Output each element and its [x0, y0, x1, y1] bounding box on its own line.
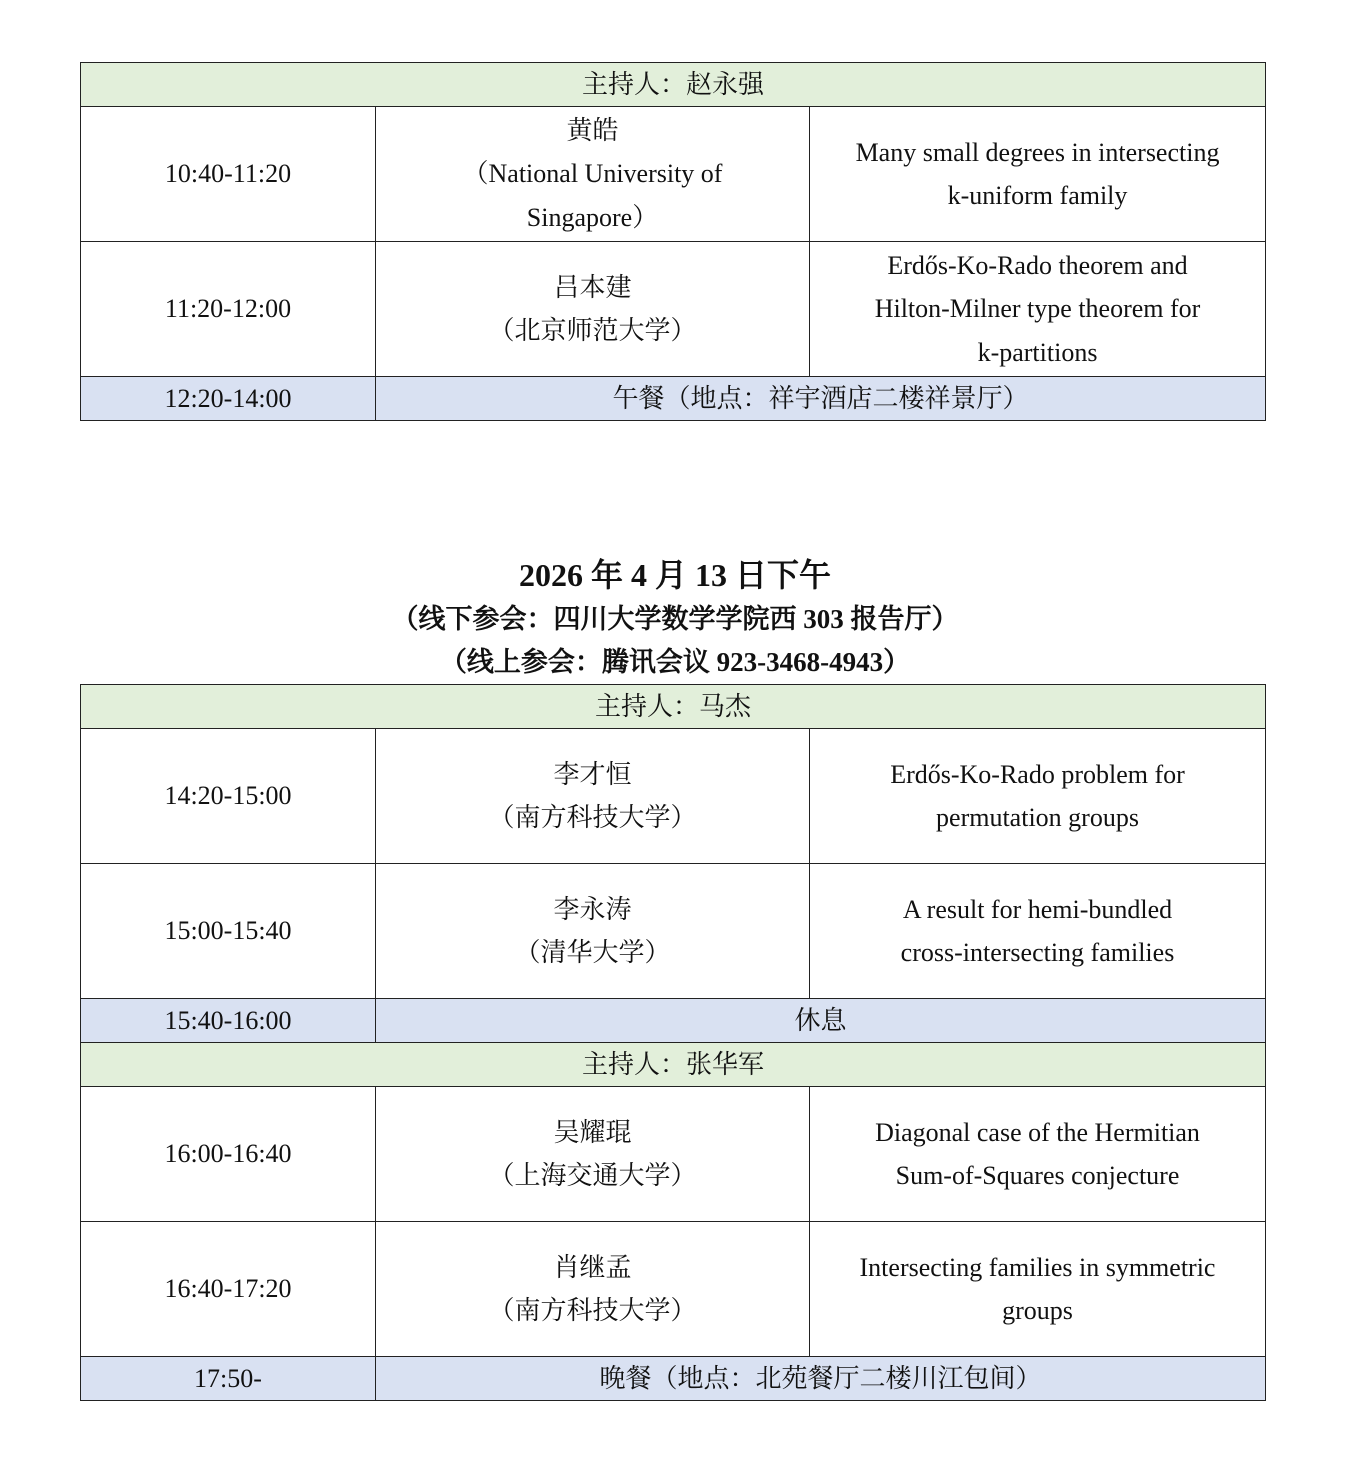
speaker-affiliation: （National University of — [462, 159, 723, 189]
title-cell — [810, 1222, 1266, 1357]
speaker-cell — [376, 729, 810, 864]
speaker-affiliation: Singapore） — [526, 202, 659, 232]
speaker-affiliation: （南方科技大学） — [488, 803, 697, 832]
talk-title: cross-intersecting families — [900, 938, 1175, 967]
talk-title: groups — [1002, 1296, 1073, 1325]
title-cell — [810, 107, 1266, 242]
talk-title: Erdős-Ko-Rado problem for — [890, 759, 1185, 789]
time-cell: 11:20-12:00 — [81, 242, 376, 377]
talk-title: k-partitions — [977, 337, 1098, 367]
talk-title: Diagonal case of the Hermitian — [875, 1117, 1200, 1147]
speaker-name: 吴耀琨 — [553, 1117, 632, 1147]
talk-row — [81, 864, 1266, 999]
speaker-name: 吕本建 — [553, 272, 632, 302]
host-cell: 主持人：马杰 — [81, 685, 1266, 729]
speaker-cell — [376, 1087, 810, 1222]
talk-title: Erdős-Ko-Rado theorem and — [887, 250, 1188, 280]
afternoon-schedule-table — [80, 684, 1266, 1401]
speaker-name: 肖继孟 — [553, 1252, 632, 1282]
afternoon-date-heading: 2026 年 4 月 13 日下午 — [518, 557, 831, 593]
speaker-cell — [376, 864, 810, 999]
talk-row — [81, 1222, 1266, 1357]
speaker-affiliation: （南方科技大学） — [488, 1296, 697, 1325]
time-cell: 16:00-16:40 — [81, 1087, 376, 1222]
host-cell: 主持人：赵永强 — [81, 63, 1266, 107]
talk-row — [81, 729, 1266, 864]
speaker-name: 李永涛 — [553, 894, 632, 924]
offline-venue: （线下参会：四川大学数学学院西 303 报告厅） — [391, 604, 959, 634]
host-row — [81, 63, 1266, 107]
speaker-affiliation: （北京师范大学） — [488, 316, 697, 345]
time-cell: 15:00-15:40 — [81, 864, 376, 999]
speaker-name: 黄皓 — [566, 115, 619, 145]
time-cell: 17:50- — [81, 1357, 376, 1401]
title-cell — [810, 1087, 1266, 1222]
time-cell: 10:40-11:20 — [81, 107, 376, 242]
speaker-cell — [376, 1222, 810, 1357]
speaker-affiliation: （上海交通大学） — [488, 1161, 697, 1190]
title-cell — [810, 864, 1266, 999]
host-cell: 主持人：张华军 — [81, 1043, 1266, 1087]
talk-row — [81, 242, 1266, 377]
speaker-cell — [376, 107, 810, 242]
host-row — [81, 1043, 1266, 1087]
time-cell: 14:20-15:00 — [81, 729, 376, 864]
talk-title: Hilton-Milner type theorem for — [874, 294, 1201, 324]
lunch-row — [81, 377, 1266, 421]
time-cell: 16:40-17:20 — [81, 1222, 376, 1357]
break-label: 休息 — [376, 999, 1266, 1043]
talk-title: Many small degrees in intersecting — [855, 137, 1220, 167]
title-cell — [810, 242, 1266, 377]
talk-row — [81, 1087, 1266, 1222]
break-label: 晚餐（地点：北苑餐厅二楼川江包间） — [376, 1357, 1266, 1401]
speaker-name: 李才恒 — [553, 759, 632, 789]
speaker-cell — [376, 242, 810, 377]
talk-title: Intersecting families in symmetric — [859, 1252, 1216, 1282]
talk-row — [81, 107, 1266, 242]
talk-title: Sum-of-Squares conjecture — [895, 1161, 1180, 1190]
host-row — [81, 685, 1266, 729]
speaker-affiliation: （清华大学） — [514, 938, 671, 967]
morning-schedule-table — [80, 62, 1266, 421]
dinner-row — [81, 1357, 1266, 1401]
break-label: 午餐（地点：祥宇酒店二楼祥景厅） — [376, 377, 1266, 421]
talk-title: A result for hemi-bundled — [902, 894, 1173, 924]
time-cell: 12:20-14:00 — [81, 377, 376, 421]
online-meeting-info: （线上参会：腾讯会议 923-3468-4943） — [439, 647, 911, 677]
time-cell: 15:40-16:00 — [81, 999, 376, 1043]
talk-title: permutation groups — [936, 803, 1139, 832]
title-cell — [810, 729, 1266, 864]
talk-title: k-uniform family — [947, 181, 1128, 210]
break-row — [81, 999, 1266, 1043]
